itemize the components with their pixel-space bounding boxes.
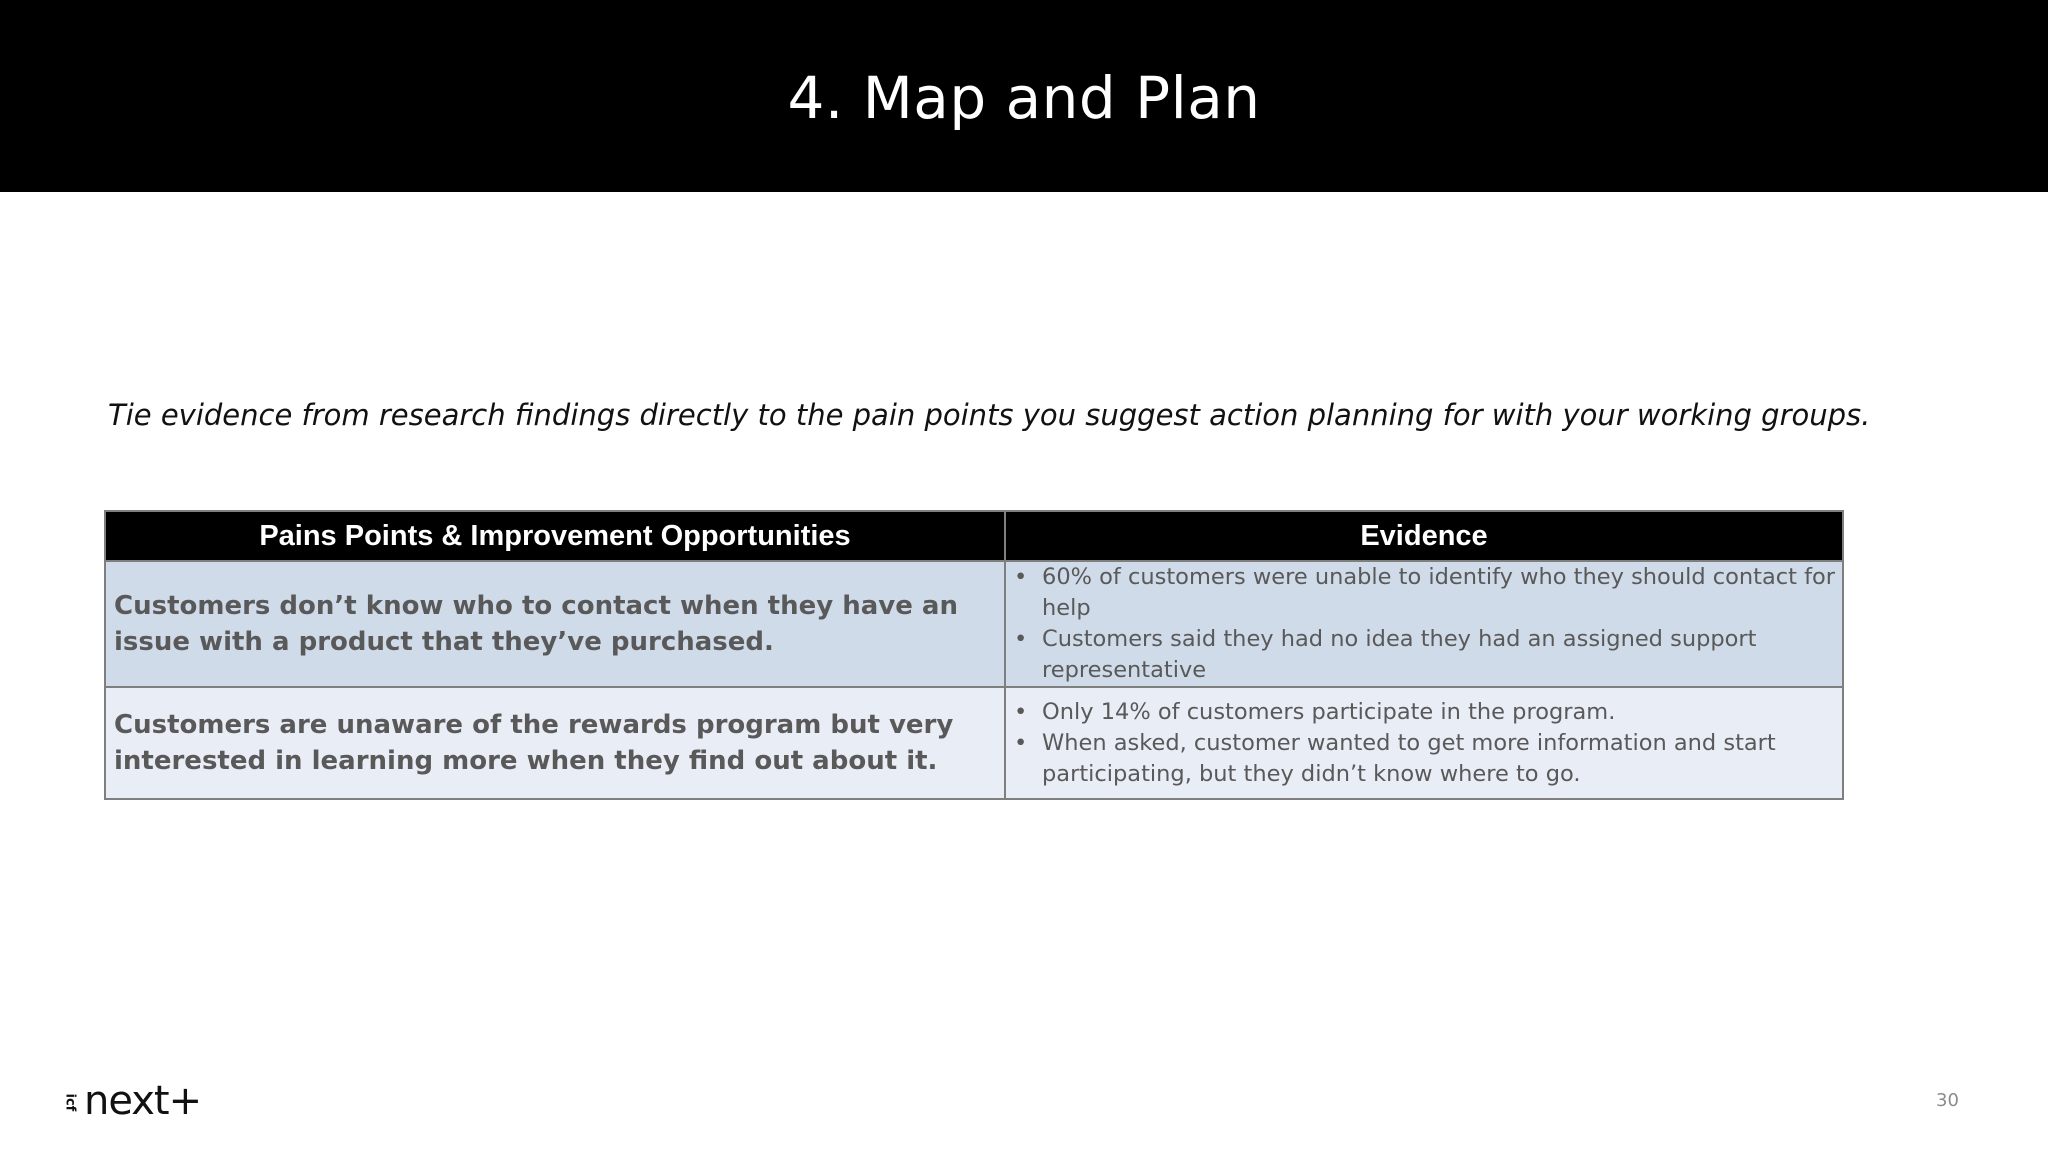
icf-next-logo — [62, 1078, 202, 1124]
evidence-cell — [1005, 687, 1843, 799]
evidence-text: 60% of customers were unable to identify who they should contact for help — [1042, 564, 1836, 621]
bullet-icon: • — [1014, 564, 1028, 590]
pain-points-table — [104, 510, 1844, 800]
evidence-item — [1012, 697, 1836, 728]
title-bar — [0, 0, 2048, 192]
table-row — [105, 561, 1843, 687]
evidence-list — [1012, 697, 1836, 790]
bullet-icon: • — [1014, 729, 1028, 756]
header-evidence: Evidence — [1005, 511, 1843, 561]
slide-title: 4. Map and Plan — [787, 64, 1261, 132]
table-row — [105, 687, 1843, 799]
pain-point-cell: Customers don’t know who to contact when they have an issue with a product that they’ve purchased. — [105, 561, 1005, 687]
evidence-cell — [1005, 561, 1843, 687]
evidence-list — [1012, 562, 1836, 686]
pain-point-cell: Customers are unaware of the rewards program but very interested in learning more when they find out about it. — [105, 687, 1005, 799]
bullet-icon: • — [1014, 626, 1028, 652]
evidence-item — [1012, 728, 1836, 790]
logo-wordmark: next+ — [84, 1078, 202, 1124]
table-header-row — [105, 511, 1843, 561]
evidence-item — [1012, 562, 1836, 624]
evidence-item — [1012, 624, 1836, 686]
logo-mark: icf — [62, 1093, 78, 1111]
bullet-icon: • — [1014, 698, 1028, 725]
page-number: 30 — [1936, 1090, 1959, 1111]
evidence-text: Customers said they had no idea they had an assigned support representative — [1042, 626, 1757, 683]
evidence-text: When asked, customer wanted to get more information and start participating, but they didn’t know where to go. — [1042, 729, 1776, 787]
header-pain-points: Pains Points & Improvement Opportunities — [105, 511, 1005, 561]
instruction-text: Tie evidence from research findings directly to the pain points you suggest action planning for with your working groups. — [108, 398, 1871, 432]
evidence-text: Only 14% of customers participate in the program. — [1042, 698, 1616, 725]
